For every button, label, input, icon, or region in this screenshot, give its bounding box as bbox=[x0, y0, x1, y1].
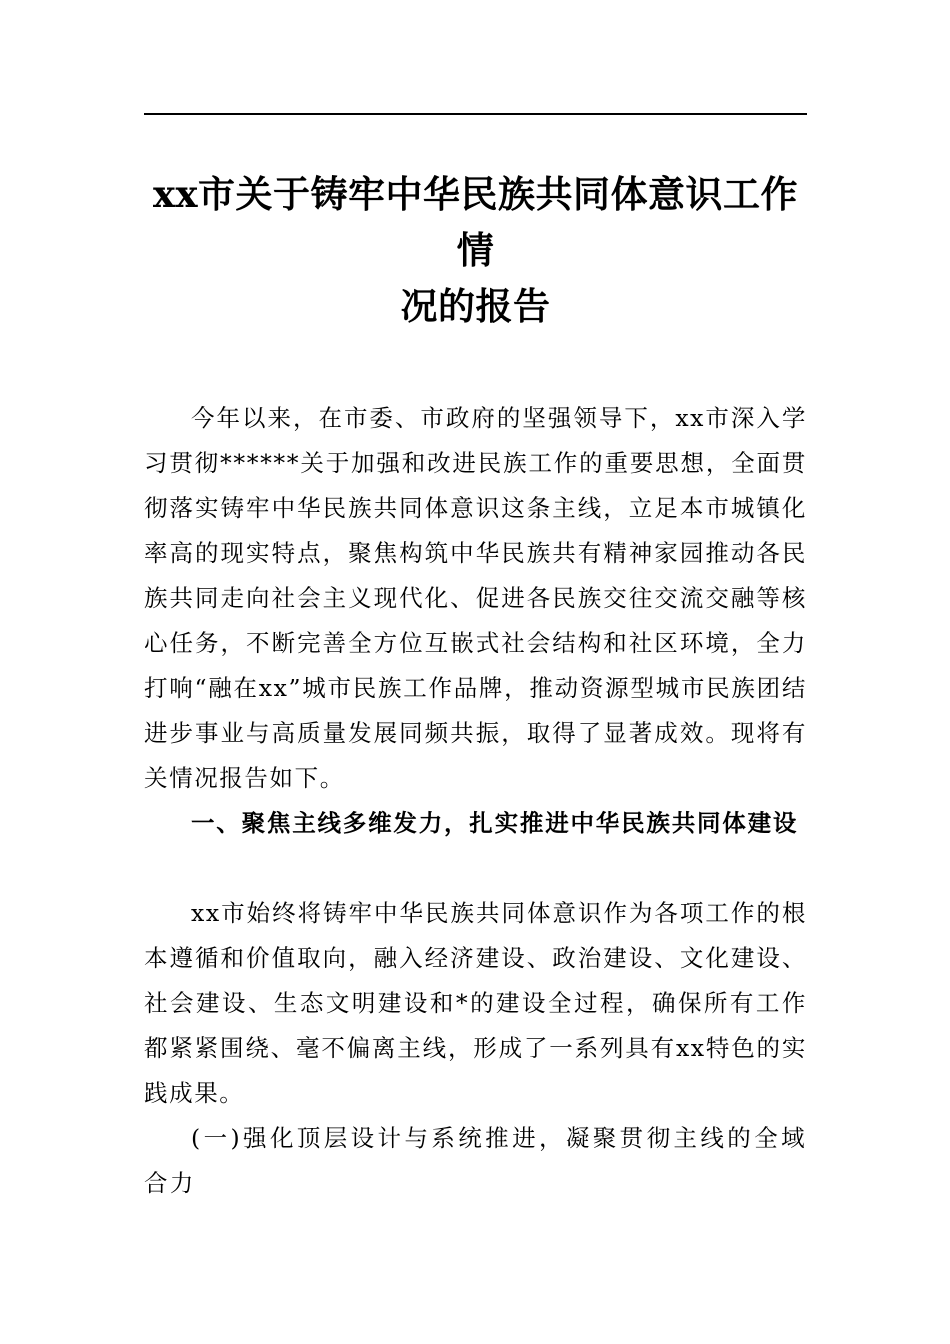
document-title bbox=[144, 166, 807, 334]
section-heading-1: 一、聚焦主线多维发力，扎实推进中华民族共同体建设 bbox=[191, 809, 799, 837]
subsection-heading-1: (一)强化顶层设计与系统推进，凝聚贯彻主线的全域合力 bbox=[144, 1124, 807, 1197]
title-line-2: 况的报告 bbox=[400, 284, 551, 328]
document-body bbox=[144, 396, 807, 1206]
section-1-paragraph: xx市始终将铸牢中华民族共同体意识作为各项工作的根本遵循和价值取向，融入经济建设、政治建设、文化建设、社会建设、生态文明建设和*的建设全过程，确保所有工作都紧紧围绕、毫不偏离主线，形成了一系列具有xx特色的实践成果。 bbox=[144, 899, 807, 1107]
intro-paragraph: 今年以来，在市委、市政府的坚强领导下，xx市深入学习贯彻******关于加强和改进民族工作的重要思想，全面贯彻落实铸牢中华民族共同体意识这条主线，立足本市城镇化率高的现实特点，聚焦构筑中华民族共有精神家园推动各民族共同走向社会主义现代化、促进各民族交往交流交融等核心任务，不断完善全方位互嵌式社会结构和社区环境，全力打响“融在xx”城市民族工作品牌，推动资源型城市民族团结进步事业与高质量发展同频共振，取得了显著成效。现将有关情况报告如下。 bbox=[144, 404, 807, 792]
title-line-1: xx市关于铸牢中华民族共同体意识工作情 bbox=[152, 172, 799, 272]
header-rule bbox=[144, 113, 807, 115]
